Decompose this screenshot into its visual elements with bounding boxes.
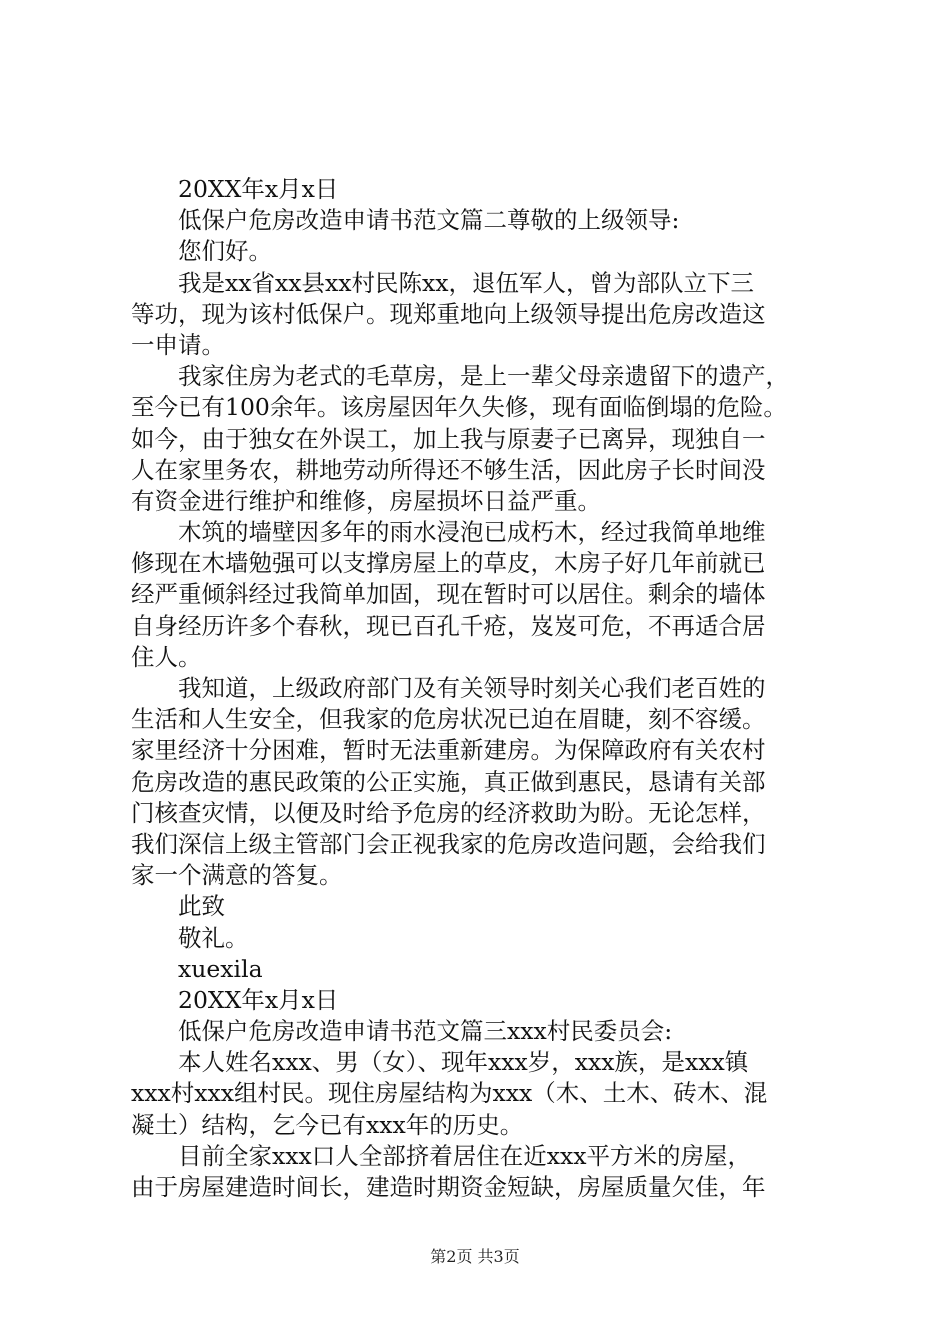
page-number: 第2页 共3页: [430, 1247, 520, 1266]
text-line: 门核查灾情，以便及时给予危房的经济救助为盼。无论怎样，: [131, 798, 766, 827]
text-line: 此致: [178, 892, 225, 921]
text-line: 木筑的墙壁因多年的雨水浸泡已成朽木，经过我简单地维: [178, 518, 766, 547]
text-line: 您们好。: [178, 237, 272, 266]
text-line: 由于房屋建造时间长，建造时期资金短缺，房屋质量欠佳，年: [131, 1173, 766, 1201]
text-line: 修现在木墙勉强可以支撑房屋上的草皮，木房子好几年前就已: [131, 549, 766, 578]
text-line: 我们深信上级主管部门会正视我家的危房改造问题，会给我们: [131, 829, 766, 858]
text-line: 如今，由于独女在外误工，加上我与原妻子已离异，现独自一: [131, 424, 766, 453]
text-line: 本人姓名xxx、男（女）、现年xxx岁，xxx族，是xxx镇: [178, 1048, 749, 1077]
document-body: [131, 174, 833, 1203]
text-line: 住人。: [131, 642, 202, 671]
text-line: 敬礼。: [178, 923, 249, 952]
text-line: 危房改造的惠民政策的公正实施，真正做到惠民，恳请有关部: [131, 767, 766, 796]
text-line: 凝土）结构，乞今已有xxx年的历史。: [131, 1110, 524, 1139]
text-line: 我是xx省xx县xx村民陈xx，退伍军人，曾为部队立下三: [178, 268, 755, 297]
text-line: 家一个满意的答复。: [131, 861, 343, 890]
text-line: 至今已有100余年。该房屋因年久失修，现有面临倒塌的危险。: [131, 393, 787, 422]
text-line: 我家住房为老式的毛草房，是上一辈父母亲遗留下的遗产，: [178, 362, 789, 391]
text-line: 经严重倾斜经过我简单加固，现在暂时可以居住。剩余的墙体: [131, 580, 766, 609]
text-line: xuexila: [178, 954, 263, 983]
text-line: 有资金进行维护和维修，房屋损坏日益严重。: [131, 486, 601, 515]
text-line: 低保户危房改造申请书范文篇二尊敬的上级领导:: [178, 206, 680, 235]
text-line: 自身经历许多个春秋，现已百孔千疮，岌岌可危，不再适合居: [131, 611, 766, 640]
text-line: 我知道，上级政府部门及有关领导时刻关心我们老百姓的: [178, 674, 766, 702]
text-line: 20XX年x月x日: [178, 985, 339, 1014]
text-line: 家里经济十分困难，暂时无法重新建房。为保障政府有关农村: [131, 736, 766, 765]
text-line: 一申请。: [131, 330, 225, 359]
text-line: 人在家里务农，耕地劳动所得还不够生活，因此房子长时间没: [131, 455, 766, 484]
text-line: 20XX年x月x日: [178, 175, 339, 203]
text-line: 低保户危房改造申请书范文篇三xxx村民委员会:: [178, 1017, 673, 1046]
text-line: 目前全家xxx口人全部挤着居住在近xxx平方米的房屋，: [178, 1141, 752, 1170]
text-line: 等功，现为该村低保户。现郑重地向上级领导提出危房改造这: [131, 299, 766, 328]
text-line: 生活和人生安全，但我家的危房状况已迫在眉睫，刻不容缓。: [131, 705, 766, 734]
text-line: xxx村xxx组村民。现住房屋结构为xxx（木、土木、砖木、混: [131, 1079, 768, 1108]
